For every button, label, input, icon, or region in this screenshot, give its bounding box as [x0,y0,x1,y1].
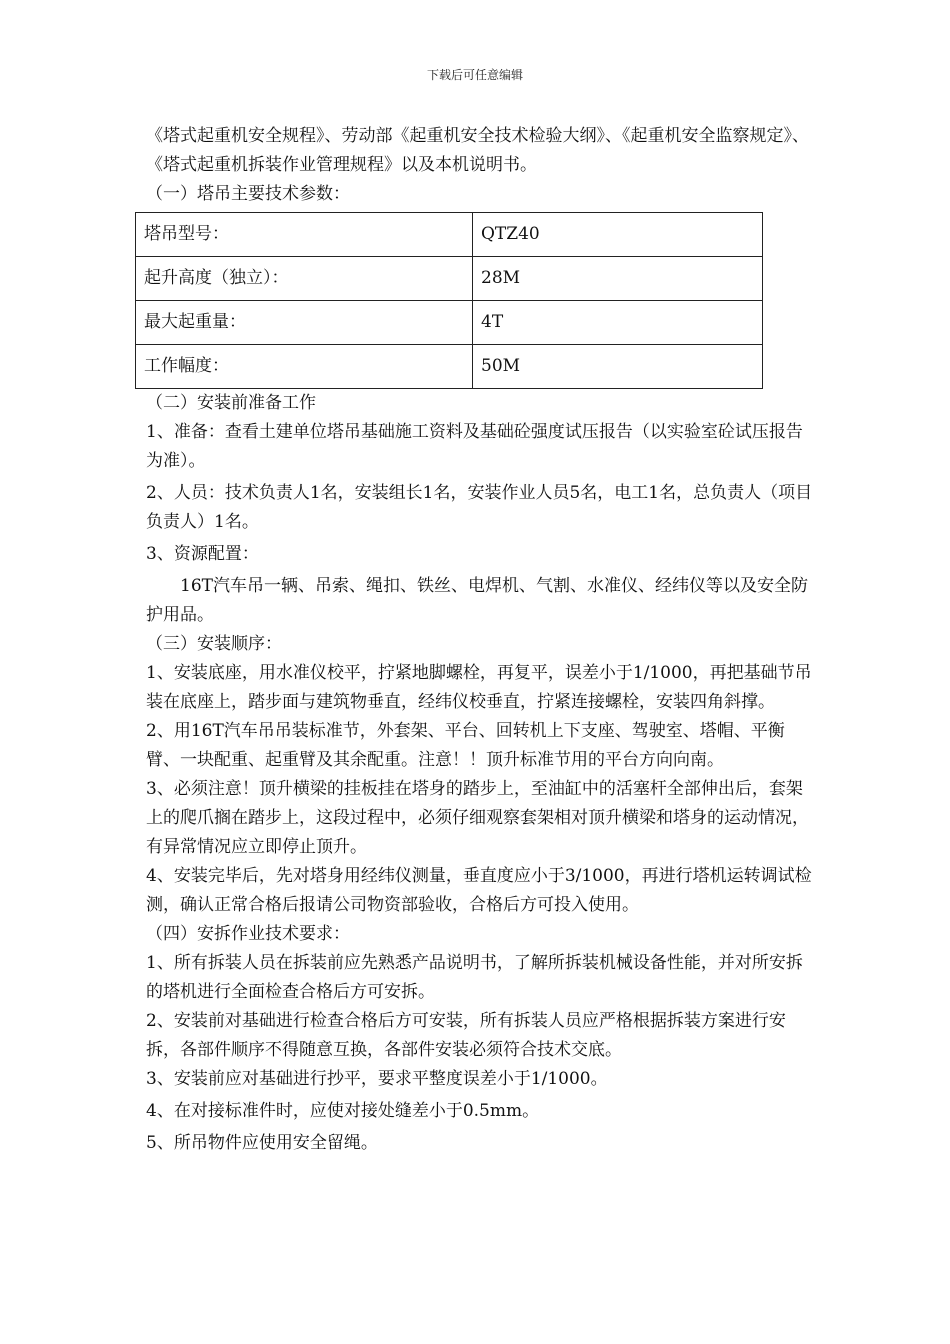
list-item: 2、用16T汽车吊吊装标准节，外套架、平台、回转机上下支座、驾驶室、塔帽、平衡臂、一块配重、起重臂及其余配重。注意！！顶升标准节用的平台方向向南。 [146,721,785,770]
intro-paragraph: 《塔式起重机安全规程》、劳动部《起重机安全技术检验大纲》、《起重机安全监察规定》、《塔式起重机拆装作业管理规程》以及本机说明书。 [146,126,809,175]
list-item: 3、必须注意！顶升横梁的挂板挂在塔身的踏步上，至油缸中的活塞杆全部伸出后，套架上的爬爪搁在踏步上，这段过程中，必须仔细观察套架相对顶升横梁和塔身的运动情况，有异常情况应立即停止顶升。 [146,779,809,857]
list-item: 1、准备：查看土建单位塔吊基础施工资料及基础砼强度试压报告（以实验室砼试压报告为准）。 [146,422,803,471]
list-item: 2、人员：技术负责人1名，安装组长1名，安装作业人员5名，电工1名，总负责人（项目负责人）1名。 [146,483,813,532]
spec-label: 起升高度（独立）： [136,257,473,301]
section4-title: （四）安拆作业技术要求： [146,924,350,944]
list-item: 1、安装底座，用水准仪校平，拧紧地脚螺栓，再复平，误差小于1/1000，再把基础节吊装在底座上，踏步面与建筑物垂直，经纬仪校垂直，拧紧连接螺栓，安装四角斜撑。 [146,663,812,712]
list-item: 2、安装前对基础进行检查合格后方可安装，所有拆装人员应严格根据拆装方案进行安拆，各部件顺序不得随意互换，各部件安装必须符合技术交底。 [146,1011,786,1060]
spec-label: 最大起重量： [136,301,473,345]
section2-title: （二）安装前准备工作 [146,393,316,413]
list-item: 16T汽车吊一辆、吊索、绳扣、铁丝、电焊机、气割、水准仪、经纬仪等以及安全防护用品。 [146,576,808,625]
spec-value: 28M [473,257,763,301]
list-item: 1、所有拆装人员在拆装前应先熟悉产品说明书，了解所拆装机械设备性能，并对所安拆的塔机进行全面检查合格后方可安拆。 [146,953,803,1002]
table-row [136,213,763,257]
spec-value: 4T [473,301,763,345]
document-body [146,122,814,1158]
spec-value: 50M [473,345,763,389]
list-item: 3、资源配置： [146,544,259,564]
section1-title: （一）塔吊主要技术参数： [146,184,350,204]
table-row [136,257,763,301]
page-header: 下载后可任意编辑 [426,68,523,82]
list-item: 3、安装前应对基础进行抄平，要求平整度误差小于1/1000。 [146,1069,608,1089]
spec-value: QTZ40 [473,213,763,257]
table-row [136,345,763,389]
list-item: 4、安装完毕后，先对塔身用经纬仪测量，垂直度应小于3/1000，再进行塔机运转调试检测，确认正常合格后报请公司物资部验收，合格后方可投入使用。 [146,866,812,915]
spec-table [135,212,763,389]
list-item: 5、所吊物件应使用安全留绳。 [146,1133,378,1153]
spec-label: 工作幅度： [136,345,473,389]
list-item: 4、在对接标准件时，应使对接处缝差小于0.5mm。 [146,1101,540,1121]
spec-label: 塔吊型号： [136,213,473,257]
table-row [136,301,763,345]
section3-title: （三）安装顺序： [146,634,282,654]
